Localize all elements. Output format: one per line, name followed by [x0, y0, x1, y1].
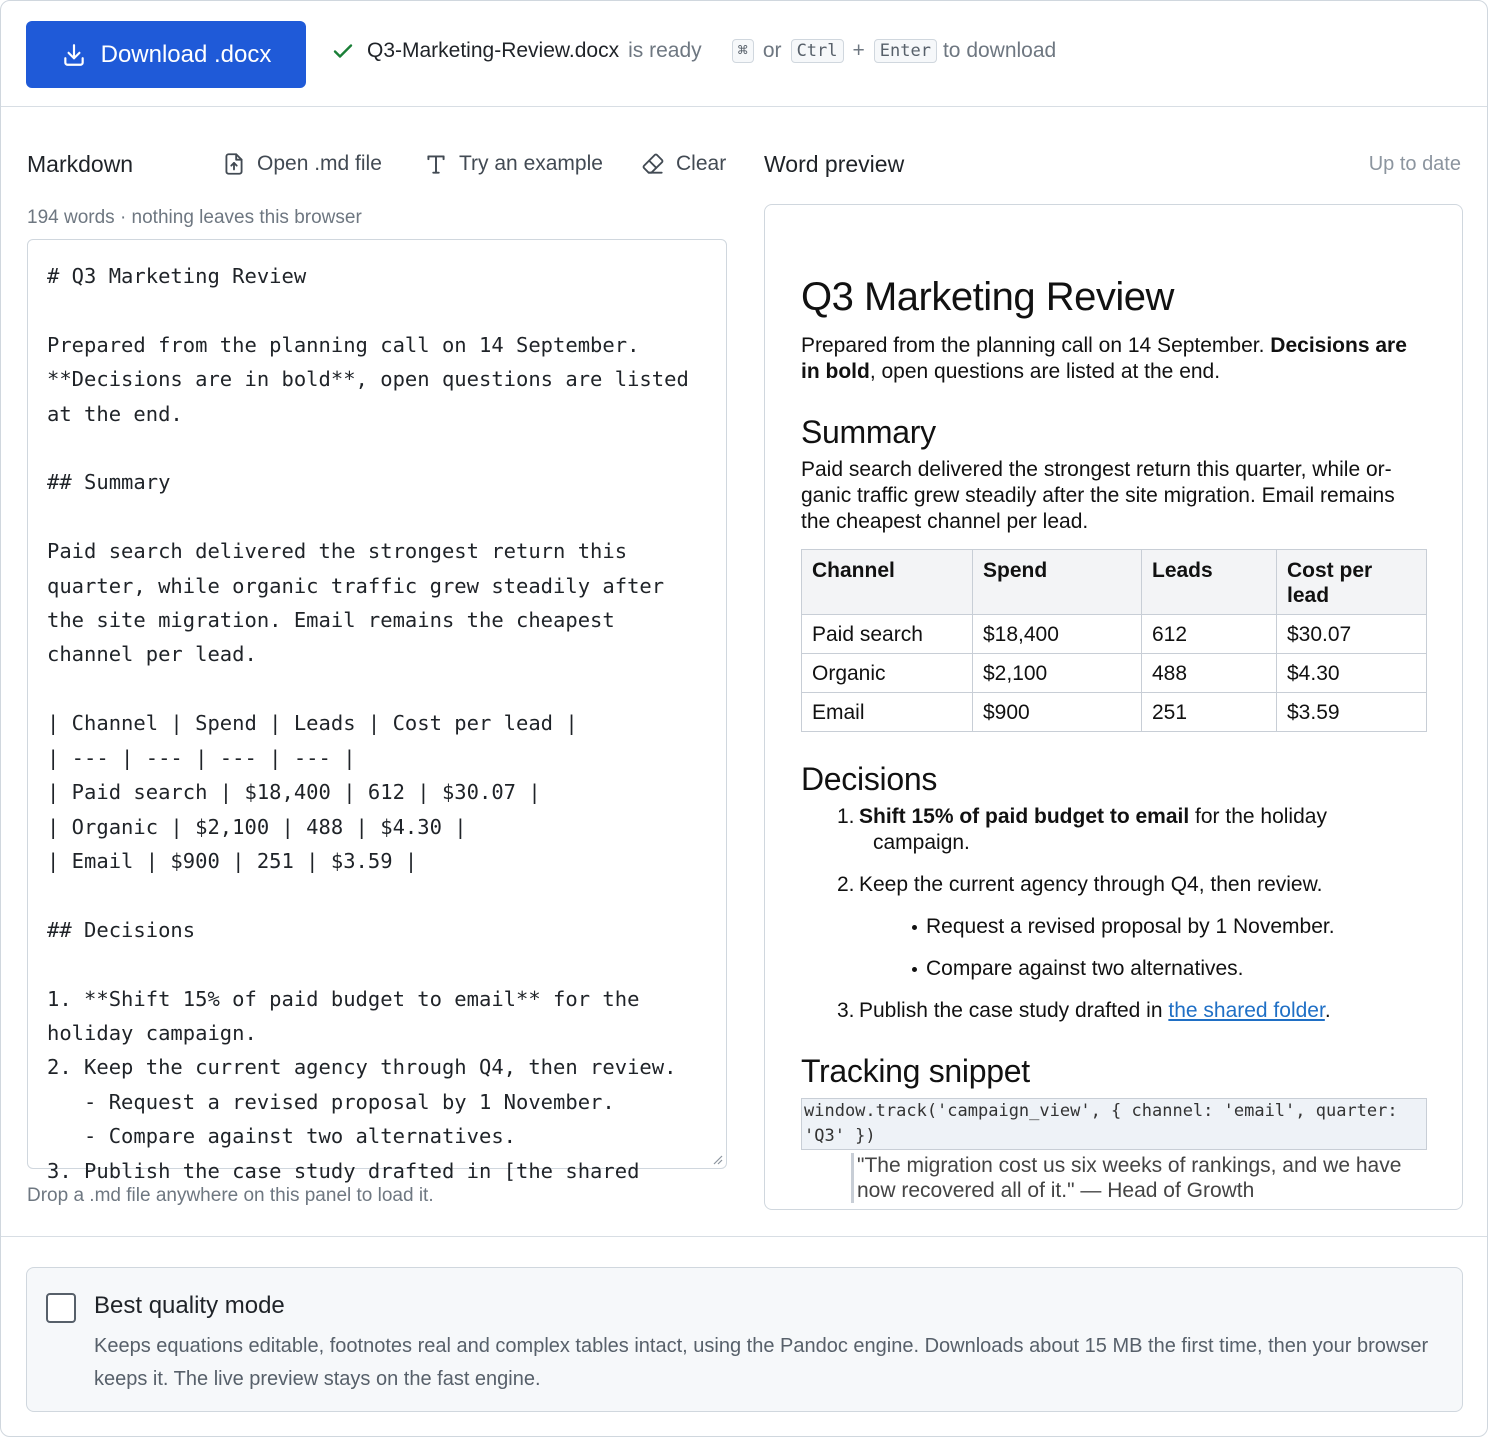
blockquote: "The migration cost us six weeks of rankings, and we have now recovered all of it." — Head of Growth — [851, 1153, 1427, 1203]
download-button-label: Download .docx — [100, 40, 272, 68]
table-cell: 251 — [1142, 693, 1277, 732]
best-quality-panel — [26, 1267, 1463, 1412]
table-cell: $4.30 — [1277, 654, 1427, 693]
tracking-heading: Tracking snippet — [801, 1053, 1030, 1089]
table-header-cell: Spend — [973, 550, 1142, 615]
word-preview — [764, 204, 1463, 1210]
table-cell: Email — [802, 693, 973, 732]
to-download-text: to download — [942, 39, 1057, 62]
table-row — [802, 615, 1427, 654]
section-divider — [1, 1236, 1487, 1237]
or-text: or — [762, 39, 782, 62]
sub-list-item: Compare against two alternatives. — [926, 956, 1427, 982]
download-docx-button[interactable] — [26, 21, 306, 88]
table-cell: $30.07 — [1277, 615, 1427, 654]
table-cell: $18,400 — [973, 615, 1142, 654]
eraser-icon — [640, 151, 666, 177]
open-md-file-label: Open .md file — [257, 152, 382, 175]
ready-text: is ready — [628, 39, 702, 62]
preview-status: Up to date — [1368, 153, 1461, 175]
table-header-row — [802, 550, 1427, 615]
open-md-file-button[interactable] — [221, 151, 382, 177]
text-type-icon — [423, 151, 449, 177]
best-quality-checkbox[interactable] — [46, 1293, 76, 1323]
try-example-button[interactable] — [423, 151, 603, 177]
decisions-list — [801, 804, 1427, 1024]
preview-document — [801, 275, 1427, 1203]
summary-text: Paid search delivered the strongest return this quarter, while organic traffic grew steadily after the site migration. Email remains the cheapest channel per lead. — [801, 458, 1395, 533]
file-name: Q3-Marketing-Review.docx — [367, 39, 620, 62]
table-cell: $2,100 — [973, 654, 1142, 693]
decisions-heading: Decisions — [801, 761, 938, 797]
doc-title: Q3 Marketing Review — [801, 275, 1174, 319]
table-row — [802, 693, 1427, 732]
best-quality-title: Best quality mode — [94, 1292, 285, 1319]
markdown-editor[interactable] — [27, 239, 727, 1183]
download-icon — [61, 42, 87, 68]
clear-label: Clear — [676, 152, 727, 175]
kbd-ctrl: Ctrl — [791, 39, 844, 63]
download-status — [331, 39, 1056, 63]
list-item: 3. Publish the case study drafted in the shared folder. — [837, 999, 1331, 1022]
code-block: window.track('campaign_view', { channel: 'email', quarter: 'Q3' }) — [801, 1098, 1427, 1150]
table-header-cell: Channel — [802, 550, 973, 615]
markdown-pane-title: Markdown — [27, 151, 134, 177]
word-count-meta: 194 words · nothing leaves this browser — [27, 207, 362, 228]
kbd-enter: Enter — [874, 39, 937, 63]
clear-button[interactable] — [640, 151, 726, 177]
sub-list-item: Request a revised proposal by 1 November. — [926, 914, 1427, 940]
summary-heading: Summary — [801, 414, 936, 450]
file-upload-icon — [221, 151, 247, 177]
table-header-cell: Leads — [1142, 550, 1277, 615]
table-row — [802, 654, 1427, 693]
list-item: 2. Keep the current agency through Q4, then review. — [837, 873, 1323, 896]
plus-text: + — [852, 39, 865, 62]
table-cell: 488 — [1142, 654, 1277, 693]
table-cell: Paid search — [802, 615, 973, 654]
best-quality-description: Keeps equations editable, footnotes real and complex tables intact, using the Pandoc engine. Downloads about 15 MB the first time, then your browser keeps it. The live preview stays on the fast engine. — [94, 1335, 1429, 1390]
shared-folder-link[interactable]: the shared folder — [1168, 999, 1325, 1022]
table-cell: $900 — [973, 693, 1142, 732]
list-item: 1. Shift 15% of paid budget to email for the holiday campaign. — [837, 805, 1327, 854]
table-cell: 612 — [1142, 615, 1277, 654]
drop-hint: Drop a .md file anywhere on this panel to load it. — [27, 1185, 434, 1206]
top-bar — [1, 1, 1487, 107]
check-icon — [331, 39, 355, 63]
word-preview-title: Word preview — [764, 151, 905, 177]
table-header-cell: Cost per lead — [1277, 550, 1427, 615]
table-cell: Organic — [802, 654, 973, 693]
channel-table — [801, 549, 1427, 732]
doc-intro: Prepared from the planning call on 14 September. Decisions are in bold, open questions are listed at the end. — [801, 334, 1407, 383]
table-cell: $3.59 — [1277, 693, 1427, 732]
kbd-cmd: ⌘ — [732, 39, 754, 63]
try-example-label: Try an example — [459, 152, 603, 175]
markdown-source[interactable]: # Q3 Marketing Review Prepared from the planning call on 14 September. **Decisions are in bold**, open questions are listed at the end. ## Summary Paid search delivered the strongest return this quarter, while organic traffic grew steadily after the site migration. Email remains the cheapest channel per lead. | Channel | Spend | Leads | Cost per lead | | --- | --- | --- | --- | | Paid search | $18,400 | 612 | $30.07 | | Organic | $2,100 | 488 | $4.30 | | Email | $900 | 251 | $3.59 | ## Decisions 1. **Shift 15% of paid budget to email** for the holiday campaign. 2. Keep the current agency through Q4, then review. - Request a revised proposal by 1 November. - Compare against two alternatives. 3. Publish the case study drafted in [the shared — [47, 264, 689, 1183]
resize-handle-icon[interactable] — [711, 1153, 723, 1165]
